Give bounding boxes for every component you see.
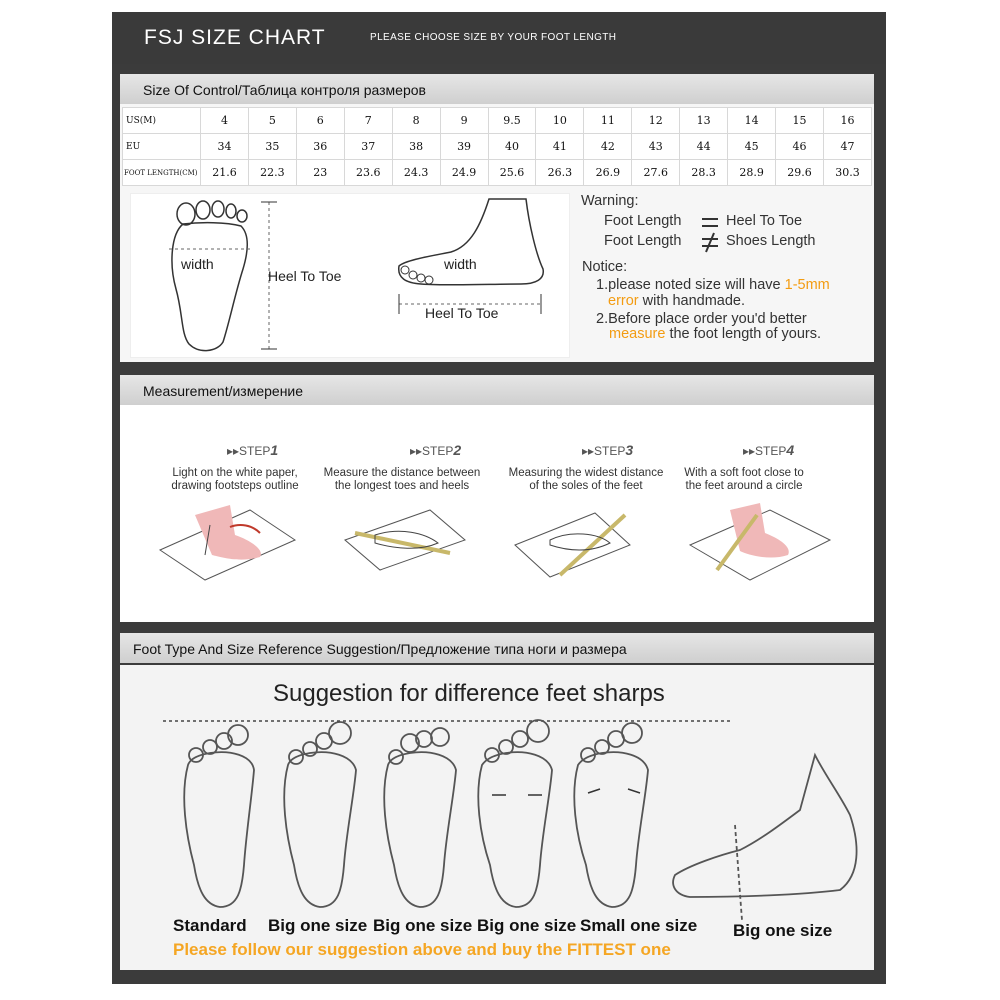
size-table-cell: 23 [296, 160, 344, 186]
page-title: FSJ SIZE CHART [144, 26, 326, 49]
step-prefix: ▸▸STEP [743, 444, 787, 458]
size-table-cell: 9.5 [488, 108, 536, 134]
size-table-cell: 43 [632, 134, 680, 160]
size-table-cell: 11 [584, 108, 632, 134]
not-equal-sign-icon [700, 231, 720, 253]
page-subtitle: PLEASE CHOOSE SIZE BY YOUR FOOT LENGTH [370, 32, 617, 43]
size-table-cell: 9 [440, 108, 488, 134]
size-table [122, 107, 872, 186]
heel-to-toe-label-side: Heel To Toe [425, 305, 499, 321]
notice-line2b: measure the foot length of yours. [609, 326, 821, 342]
warning-title: Warning: [581, 193, 639, 209]
step-description: Light on the white paper, [172, 467, 298, 479]
size-table-row [123, 134, 872, 160]
foot-diagram [130, 193, 570, 358]
step-description: of the soles of the feet [529, 480, 643, 492]
step-number: 4 [786, 442, 795, 458]
header-bar [112, 12, 886, 64]
foot-type-label: Small one size [580, 916, 698, 935]
size-table-cell: 24.3 [392, 160, 440, 186]
size-table-cell: 45 [728, 134, 776, 160]
warning-line2-right: Shoes Length [726, 233, 816, 249]
warning-line1-right: Heel To Toe [726, 213, 803, 229]
foot-type-label: Big one size [733, 921, 833, 940]
size-table-cell: 26.9 [584, 160, 632, 186]
notice-line1: 1.please noted size will have 1-5mm [596, 277, 830, 293]
step-heading [582, 442, 633, 458]
foot-type-heading: Foot Type And Size Reference Suggestion/Предложение типа ноги и размера [133, 641, 627, 657]
step-description: Measure the distance between [323, 467, 481, 479]
step-number: 3 [625, 442, 634, 458]
size-table-cell: 46 [776, 134, 824, 160]
size-table-cell: 5 [248, 108, 296, 134]
size-table-row-header: FOOT LENGTH(CM) [123, 160, 201, 186]
step-number: 2 [453, 442, 462, 458]
size-table-cell: 24.9 [440, 160, 488, 186]
size-table-cell: 6 [296, 108, 344, 134]
size-table-cell: 35 [248, 134, 296, 160]
foot-type-label: Big one size [373, 916, 473, 935]
step-description: With a soft foot close to [684, 467, 804, 479]
size-table-cell: 21.6 [201, 160, 249, 186]
size-table-cell: 7 [344, 108, 392, 134]
size-table-cell: 42 [584, 134, 632, 160]
size-table-cell: 38 [392, 134, 440, 160]
size-table-cell: 40 [488, 134, 536, 160]
step-prefix: ▸▸STEP [410, 444, 454, 458]
size-table-cell: 12 [632, 108, 680, 134]
step-heading [743, 442, 794, 458]
foot-outline-drawing [131, 194, 569, 357]
step-description: drawing footsteps outline [171, 480, 299, 492]
size-table-row [123, 160, 872, 186]
warning-line2-left: Foot Length [604, 233, 682, 249]
size-table-row-header: US(M) [123, 108, 201, 134]
size-control-heading: Size Of Control/Таблица контроля размеров [143, 82, 426, 98]
step-description: the longest toes and heels [334, 480, 470, 492]
width-label-top: width [181, 256, 214, 272]
size-table-cell: 44 [680, 134, 728, 160]
step-heading [227, 442, 278, 458]
follow-suggestion-note: Please follow our suggestion above and buy the FITTEST one [173, 940, 671, 959]
size-table-cell: 37 [344, 134, 392, 160]
foot-type-label: Big one size [268, 916, 368, 935]
heel-to-toe-label-top: Heel To Toe [268, 268, 342, 284]
foot-type-label: Big one size [477, 916, 577, 935]
step-description: Measuring the widest distance [508, 467, 664, 479]
size-table-cell: 39 [440, 134, 488, 160]
size-table-cell: 13 [680, 108, 728, 134]
size-table-cell: 16 [823, 108, 871, 134]
size-table-cell: 36 [296, 134, 344, 160]
measurement-heading: Measurement/измерение [143, 383, 304, 399]
size-table-cell: 30.3 [823, 160, 871, 186]
size-control-band [120, 74, 874, 104]
width-label-side: width [444, 256, 477, 272]
size-table-cell: 27.6 [632, 160, 680, 186]
measurement-band [120, 375, 874, 405]
size-table-cell: 28.9 [728, 160, 776, 186]
notice-line1b: error with handmade. [608, 293, 746, 309]
step-prefix: ▸▸STEP [227, 444, 271, 458]
size-table-cell: 25.6 [488, 160, 536, 186]
size-table-cell: 15 [776, 108, 824, 134]
size-table-cell: 28.3 [680, 160, 728, 186]
foot-shapes-drawing [160, 715, 880, 915]
size-table-row [123, 108, 872, 134]
notice-title: Notice: [582, 259, 628, 275]
size-table-row-header: EU [123, 134, 201, 160]
foot-type-band [120, 633, 874, 663]
size-table-cell: 4 [201, 108, 249, 134]
foot-type-label: Standard [173, 916, 247, 935]
suggestion-title: Suggestion for difference feet sharps [273, 680, 665, 707]
size-table-cell: 8 [392, 108, 440, 134]
size-table-cell: 41 [536, 134, 584, 160]
size-table-cell: 26.3 [536, 160, 584, 186]
size-table-cell: 34 [201, 134, 249, 160]
step-prefix: ▸▸STEP [582, 444, 626, 458]
warning-line1-left: Foot Length [604, 213, 682, 229]
size-table-cell: 47 [823, 134, 871, 160]
size-table-cell: 22.3 [248, 160, 296, 186]
step-description: the feet around a circle [685, 480, 803, 492]
size-table-cell: 10 [536, 108, 584, 134]
size-table-cell: 29.6 [776, 160, 824, 186]
measurement-illustrations [120, 495, 874, 605]
step-number: 1 [270, 442, 279, 458]
equals-sign-icon [700, 214, 720, 232]
step-heading [410, 442, 461, 458]
size-table-cell: 14 [728, 108, 776, 134]
notice-line2: 2.Before place order you'd better [596, 311, 807, 327]
size-table-cell: 23.6 [344, 160, 392, 186]
